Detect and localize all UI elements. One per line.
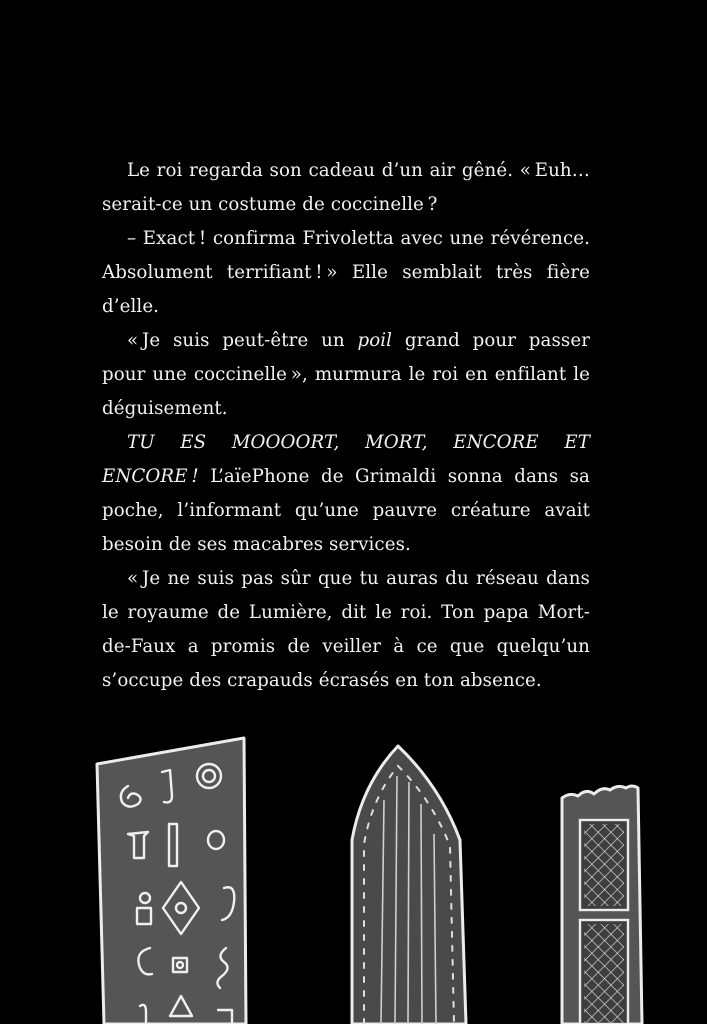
text-segment: « Je ne suis pas sûr que tu auras du réseau dans le royaume de Lumière, dit le roi. Ton papa Mort-de-Faux a promis de veiller à ce que quelqu’un s’occupe des crapauds écrasés en ton absence. bbox=[102, 568, 590, 691]
crosshatch-slab bbox=[562, 786, 642, 1024]
body-text bbox=[102, 154, 590, 698]
paragraph bbox=[102, 324, 590, 426]
paragraph bbox=[102, 154, 590, 222]
paragraph bbox=[102, 562, 590, 698]
italic-text: TU ES MOOOORT, MORT, ENCORE ET ENCORE ! bbox=[102, 432, 590, 487]
paragraph bbox=[102, 222, 590, 324]
symbol-slab bbox=[97, 738, 246, 1024]
text-segment: – Exact ! confirma Frivoletta avec une révérence. Absolument terrifiant ! » Elle semblait très fière d’elle. bbox=[102, 228, 590, 317]
text-segment: L’aïePhone de Grimaldi sonna dans sa poche, l’informant qu’une pauvre créature avait besoin de ses macabres services. bbox=[102, 466, 590, 555]
text-segment: Le roi regarda son cadeau d’un air gêné. « Euh… serait-ce un costume de coccinelle ? bbox=[102, 160, 590, 215]
pointed-shield bbox=[352, 746, 466, 1024]
text-segment: « Je suis peut-être un bbox=[127, 330, 358, 351]
chalk-illustration bbox=[0, 730, 707, 1024]
paragraph bbox=[102, 426, 590, 562]
italic-text: poil bbox=[357, 330, 393, 351]
text-segment: grand pour passer pour une coccinelle », murmura le roi en enfilant le déguisement. bbox=[102, 330, 590, 419]
